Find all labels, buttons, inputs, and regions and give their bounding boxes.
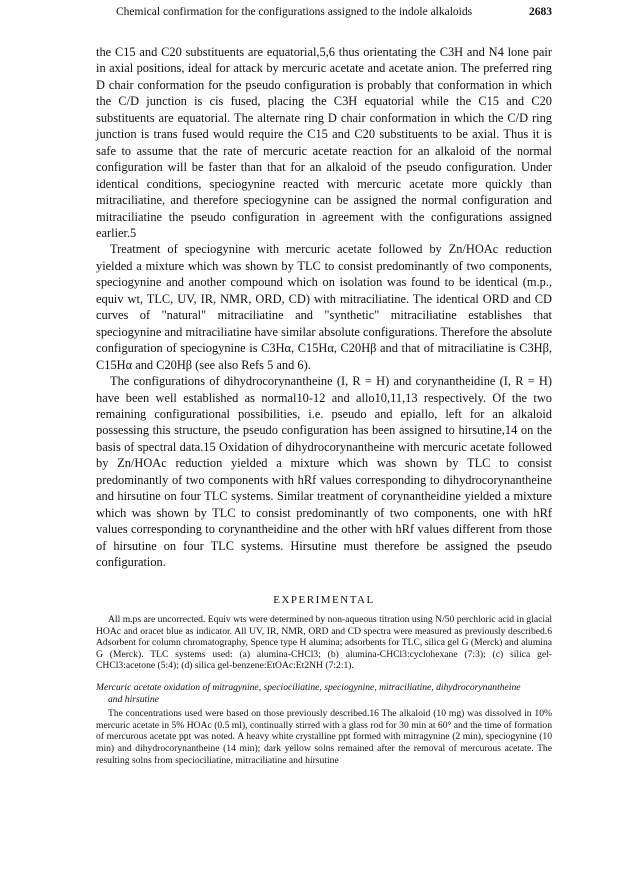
paragraph: The concentrations used were based on those previously described.16 The alkaloid (10 mg) was dissolved in 10% mercuric acetate in 5% HOAc (0.5 ml), continually stirred with a glass rod for 30 min at 60° and the time of formation of mercurous acetate ppt was noted. A heavy white crystalline ppt formed with mitragynine (2 min), speciogynine (10 min) and dihydrocorynantheine (14 min); dark yellow solns remained after the removal of mercurous acetate. The resulting solns from speciociliatine, mitraciliatine and hirsutine <box>96 708 552 766</box>
subsection-heading <box>96 682 552 705</box>
section-heading: EXPERIMENTAL <box>273 594 375 606</box>
page-header <box>96 6 552 22</box>
paragraph: the C15 and C20 substituents are equatorial,5,6 thus orientating the C3H and N4 lone pair in axial positions, ideal for attack by mercuric acetate and acetate anion. The preferred ring D chair conformation for the pseudo configuration is probably that conformation in which the C/D junction is cis fused, placing the C3H equatorial while the C15 and C20 substituents are equatorial. The alternate ring D chair conformation in which the C/D ring junction is trans fused would require the C15 and C20 substituents to be axial. Thus it is safe to assume that the rate of mercuric acetate reaction for an alkaloid of the normal configuration will be faster than that for an alkaloid of the pseudo configuration. Under identical conditions, speciogynine reacted with mercuric acetate more quickly than mitraciliatine, and therefore speciogynine can be assigned the normal configuration and mitraciliatine the pseudo configuration in agreement with the configurations assigned earlier.5 <box>96 45 552 240</box>
paragraph: All m.ps are uncorrected. Equiv wts were determined by non-aqueous titration using N/50 perchloric acid in glacial HOAc and oracet blue as indicator. All UV, IR, NMR, ORD and CD spectra were measured as previously described.6 Adsorbent for column chromatography, Spence type H alumina; adsorbents for TLC, silica gel G (Merck) and alumina G (Merck). TLC systems used: (a) alumina-CHCl3; (b) alumina-CHCl3:cyclohexane (7:3); (c) silica gel-CHCl3:acetone (5:4); (d) silica gel-benzene:EtOAc:Et2NH (7:2:1). <box>96 614 552 672</box>
subsection-heading-line: Mercuric acetate oxidation of mitragynine, speciociliatine, speciogynine, mitraciliatine, dihydrocorynantheine <box>96 681 521 693</box>
paragraph: Treatment of speciogynine with mercuric acetate followed by Zn/HOAc reduction yielded a mixture which was shown by TLC to consist predominantly of two components, speciogynine and another compound which on isolation was found to be identical (m.p., equiv wt, TLC, UV, IR, NMR, ORD, CD) with mitraciliatine. The identical ORD and CD curves of "natural" mitraciliatine and "synthetic" mitraciliatine establishes that speciogynine and mitraciliatine have similar absolute configurations. Therefore the absolute configuration of speciogynine is C3Hα, C15Hα, C20Hβ and that of mitraciliatine is C3Hβ, C15Hα and C20Hβ (see also Refs 5 and 6). <box>96 242 553 372</box>
page-number: 2683 <box>529 6 552 18</box>
subsection-heading-line: and hirsutine <box>108 693 159 705</box>
experimental-section <box>96 614 552 766</box>
running-title: Chemical confirmation for the configurations assigned to the indole alkaloids <box>116 6 473 18</box>
paragraph: The configurations of dihydrocorynantheine (I, R = H) and corynantheidine (I, R = H) have been well established as normal10-12 and allo10,11,13 respectively. Of the two remaining configurational possibilities, i.e. pseudo and epiallo, left for an alkaloid possessing this structure, the pseudo configuration has been assigned to hirsutine,14 on the basis of spectral data.15 Oxidation of dihydrocorynantheine with mercuric acetate followed by Zn/HOAc reduction yielded a mixture which was shown by TLC to consist predominantly of two components with hRf values corresponding to dihydrocorynantheine and hirsutine on four TLC systems. Similar treatment of corynantheidine yielded a mixture which was shown by TLC to consist predominantly of two components, one with hRf values corresponding to corynantheidine and the other with hRf values different from those of hirsutine on four TLC systems. Hirsutine must therefore be assigned the pseudo configuration. <box>96 374 552 570</box>
main-text <box>96 44 552 571</box>
